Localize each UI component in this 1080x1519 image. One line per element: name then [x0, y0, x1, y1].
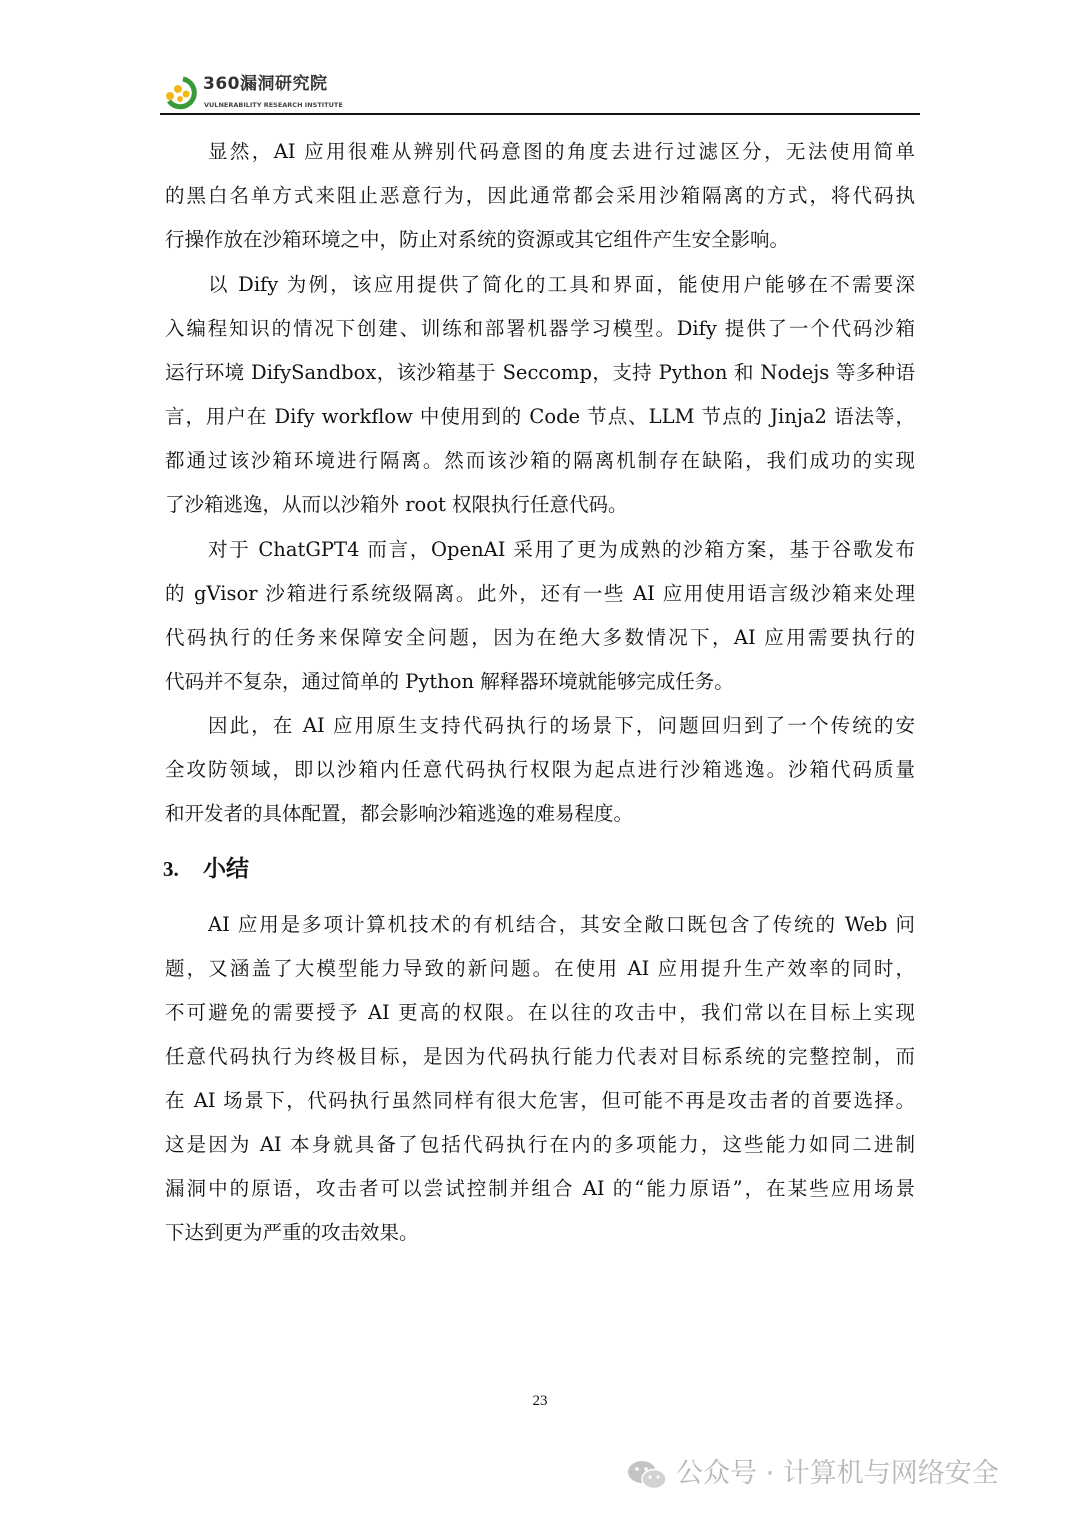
header-rule	[160, 113, 920, 115]
text-line: 全攻防领域，即以沙箱内任意代码执行权限为起点进行沙箱逃逸。沙箱代码质量	[165, 758, 915, 781]
text-line: 下达到更为严重的攻击效果。	[165, 1221, 419, 1244]
text-line: 因此，在 AI 应用原生支持代码执行的场景下，问题回归到了一个传统的安	[208, 714, 915, 737]
text-line: 题，又涵盖了大模型能力导致的新问题。在使用 AI 应用提升生产效率的同时，	[165, 957, 915, 980]
institute-logo	[163, 74, 353, 112]
text-line: 运行环境 DifySandbox，该沙箱基于 Seccomp，支持 Python 和 Nodejs 等多种语	[165, 361, 915, 384]
text-line: 显然，AI 应用很难从辨别代码意图的角度去进行过滤区分，无法使用简单	[208, 140, 915, 163]
text-line: AI 应用是多项计算机技术的有机结合，其安全敞口既包含了传统的 Web 问	[208, 913, 915, 936]
watermark	[626, 1456, 999, 1492]
wechat-icon	[626, 1458, 668, 1492]
text-line: 以 Dify 为例，该应用提供了简化的工具和界面，能使用户能够在不需要深	[208, 273, 915, 296]
text-line: 在 AI 场景下，代码执行虽然同样有很大危害，但可能不再是攻击者的首要选择。	[165, 1089, 915, 1112]
text-line: 代码并不复杂，通过简单的 Python 解释器环境就能够完成任务。	[165, 670, 734, 693]
text-line: 代码执行的任务来保障安全问题，因为在绝大多数情况下，AI 应用需要执行的	[165, 626, 915, 649]
text-line: 对于 ChatGPT4 而言，OpenAI 采用了更为成熟的沙箱方案，基于谷歌发布	[208, 538, 915, 561]
text-line: 任意代码执行为终极目标，是因为代码执行能力代表对目标系统的完整控制，而	[165, 1045, 915, 1068]
text-line: 不可避免的需要授予 AI 更高的权限。在以往的攻击中，我们常以在目标上实现	[165, 1001, 915, 1024]
logo-text-en: VULNERABILITY RESEARCH INSTITUTE	[204, 101, 343, 109]
watermark-text: 公众号 · 计算机与网络安全	[676, 1458, 999, 1489]
text-line: 和开发者的具体配置，都会影响沙箱逃逸的难易程度。	[165, 802, 634, 825]
text-line: 的黑白名单方式来阻止恶意行为，因此通常都会采用沙箱隔离的方式，将代码执	[165, 184, 915, 207]
logo-text-cn: 360漏洞研究院	[203, 74, 328, 94]
section-title: 小结	[203, 856, 249, 882]
text-line: 的 gVisor 沙箱进行系统级隔离。此外，还有一些 AI 应用使用语言级沙箱来处理	[165, 582, 915, 605]
text-line: 言，用户在 Dify workflow 中使用到的 Code 节点、LLM 节点的 Jinja2 语法等，	[165, 405, 915, 428]
text-line: 行操作放在沙箱环境之中，防止对系统的资源或其它组件产生安全影响。	[165, 228, 790, 251]
section-number: 3.	[163, 857, 179, 881]
text-line: 入编程知识的情况下创建、训练和部署机器学习模型。Dify 提供了一个代码沙箱	[165, 317, 915, 340]
logo-mark-icon	[163, 75, 199, 111]
text-line: 都通过该沙箱环境进行隔离。然而该沙箱的隔离机制存在缺陷，我们成功的实现	[165, 449, 915, 472]
page-number: 23	[532, 1393, 548, 1409]
text-line: 这是因为 AI 本身就具备了包括代码执行在内的多项能力，这些能力如同二进制	[165, 1133, 915, 1156]
text-line: 了沙箱逃逸，从而以沙箱外 root 权限执行任意代码。	[165, 493, 628, 516]
section-heading	[163, 854, 249, 884]
text-line: 漏洞中的原语，攻击者可以尝试控制并组合 AI 的“能力原语”，在某些应用场景	[165, 1177, 915, 1200]
